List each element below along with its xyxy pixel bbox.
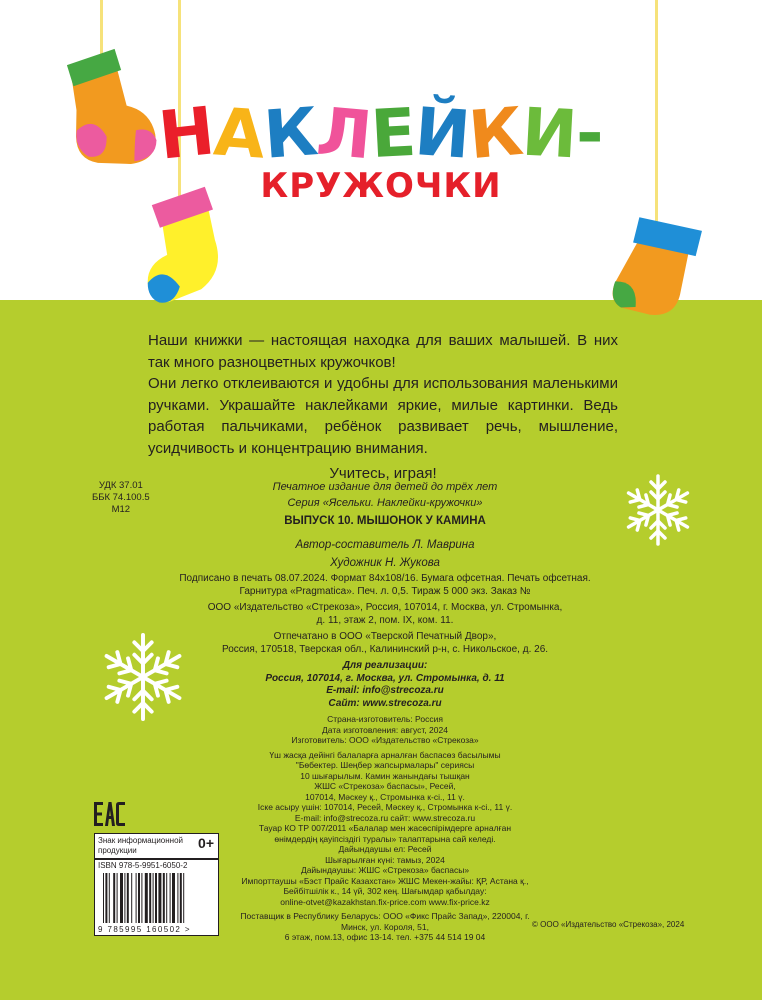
imprint-line: Для реализации: [342,660,428,671]
imprint-line: Импорттаушы «Бэст Прайс Казахстан» ЖШС Мекен-жайы: ҚР, Астана қ., [241,875,529,886]
imprint-line: ЖШС «Стрекоза» баспасы», Ресей, [314,781,456,791]
imprint-line: 6 этаж, пом.13, офис 13-14. тел. +375 44 514 19 04 [284,932,486,942]
imprint-line: Іске асыру үшін: 107014, Ресей, Мәскеу қ., Стромынка к-сі., 11 ү. [257,802,513,812]
title-letter-8: И [519,93,579,174]
imprint-line: 107014, Мәскеу қ., Стромынка к-сі., 11 ү. [305,791,465,802]
barcode [94,859,219,936]
imprint-line: online-otvet@kazakhstan.fix-price.com www.fix-price.kz [280,896,490,907]
imprint-line: Гарнитура «Pragmatica». Печ. л. 0,5. Тираж 5 000 экз. Заказ № [239,585,531,597]
imprint-line: Автор-составитель Л. Маврина [295,539,475,551]
imprint-line: Минск, ул. Короля, 51, [340,921,429,932]
sock-yellow-icon [130,188,240,308]
title-letter-4: Л [313,92,374,175]
imprint-block [160,480,610,943]
title-letter-2: А [211,93,267,174]
imprint-line: E-mail: info@strecoza.ru сайт: www.strecoza.ru [294,812,476,823]
title-letter-1: Н [155,92,218,175]
imprint-line: д. 11, этаж 2, пом. IX, ком. 11. [316,614,454,626]
imprint-line: ООО «Издательство «Стрекоза», Россия, 107014, г. Москва, ул. Стромынка, [207,602,563,613]
issue-title: ВЫПУСК 10. МЫШОНОК У КАМИНА [284,515,486,527]
imprint-line: Дайындаушы ел: Ресей [338,844,432,854]
classification-codes [92,480,150,516]
imprint-line: 10 шығарылым. Камин жанындағы тышқан [300,770,470,781]
imprint-line: Изготовитель: ООО «Издательство «Стрекоза» [291,735,479,745]
author-mark: М12 [111,504,131,515]
snowflake-icon [96,630,190,724]
eac-mark-icon [94,800,126,828]
imprint-line: Художник Н. Жукова [330,557,440,569]
barcode-bars-icon [103,873,211,923]
barcode-digits: 9 785995 160502 > [98,925,191,934]
info-product-sign [94,833,219,859]
title-letter-7: К [465,92,526,175]
imprint-line: Серия «Ясельки. Наклейки-кружочки» [287,497,483,509]
imprint-line: Печатное издание для детей до трёх лет [272,481,498,493]
isbn-text: ISBN 978-5-9951-6050-2 [98,861,188,870]
intro-paragraph-2: Они легко отклеиваются и удобны для использования маленькими ручками. Украшайте наклейками яркие, милые картинки. Ведь работая пальчиками, ребёнок развивает речь, мышление, усидчивость и концентрацию внимания. [148,375,618,457]
imprint-line: Страна-изготовитель: Россия [327,714,443,724]
imprint-line: Подписано в печать 08.07.2024. Формат 84x108/16. Бумага офсетная. Печать офсетная. [179,573,591,584]
bbk-code: ББК 74.100.5 [92,492,150,503]
udk-code: УДК 37.01 [98,480,143,491]
age-rating: 0+ [198,835,214,851]
imprint-line: Шығарылған күні: тамыз, 2024 [325,854,445,865]
imprint-line: Дайындаушы: ЖШС «Стрекоза» баспасы» [300,865,470,875]
book-subtitle: КРУЖОЧКИ [260,166,502,206]
intro-paragraph-3: Учитесь, играя! [329,465,437,482]
book-title [0,92,762,175]
imprint-line: Россия, 170518, Тверская обл., Калининский р-н, с. Никольское, д. 26. [221,643,549,655]
imprint-line: Поставщик в Республику Беларусь: ООО «Фикс Прайс Запад», 220004, г. [240,911,530,921]
imprint-line: Бейбітшілік к., 14 үй, 302 кең. Шағымдар қабылдау: [283,886,487,896]
imprint-line: Россия, 107014, г. Москва, ул. Стромынка, д. 11 [265,672,505,684]
intro-paragraph-1: Наши книжки — настоящая находка для ваших малышей. В них так много разноцветных кружочков! [148,332,618,371]
imprint-line: "Бөбектер. Шеңбер жапсырмалары" сериясы [295,760,475,770]
title-letter-6: Й [412,93,472,174]
snowflake-icon [620,472,696,548]
title-letter-5: Е [368,93,417,174]
imprint-line: өнімдердің қауіпсіздігі туралы» талаптарына сай келеді. [274,833,496,844]
info-sign-line: Знак информационной [98,836,183,845]
sock-blue-icon [606,212,716,322]
imprint-line: E-mail: info@strecoza.ru [326,685,444,696]
title-letter-3: К [261,93,320,174]
imprint-line: Сайт: www.strecoza.ru [328,697,442,709]
info-sign-line: продукции [98,846,137,855]
intro-text [148,330,618,485]
copyright: © ООО «Издательство «Стрекоза», 2024 [532,920,685,929]
imprint-line: Отпечатано в ООО «Тверской Печатный Двор», [273,631,497,642]
imprint-line: Дата изготовления: август, 2024 [322,724,448,735]
imprint-line: Тауар КО ТР 007/2011 «Балалар мен жасөспірімдерге арналған [258,823,512,833]
title-letter-9: - [576,95,603,172]
imprint-line: Үш жасқа дейінгі балаларға арналған баспасөз басылымы [269,749,501,760]
